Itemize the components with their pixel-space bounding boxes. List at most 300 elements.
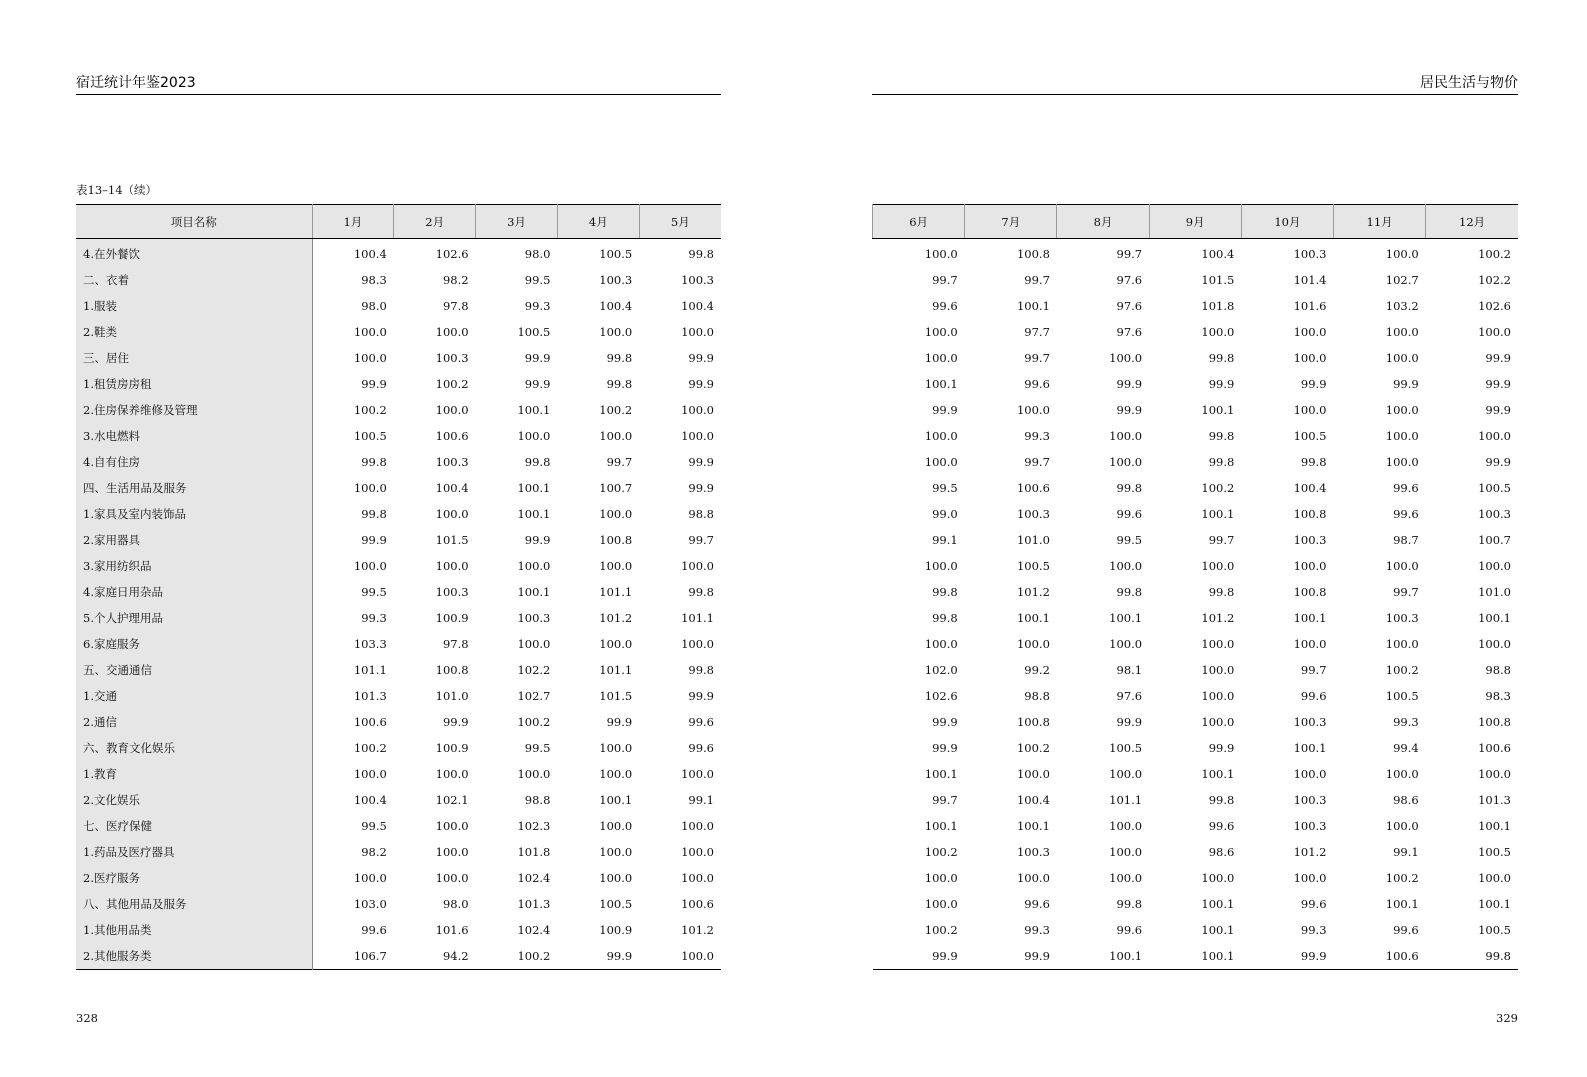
value-cell: 101.2 — [599, 611, 633, 625]
table-row — [873, 501, 1519, 527]
value-cell: 100.5 — [1016, 559, 1050, 573]
column-header-feb: 2月 — [394, 205, 476, 239]
value-cell: 100.6 — [1385, 949, 1419, 963]
table-row — [873, 527, 1519, 553]
value-cell: 100.2 — [353, 741, 387, 755]
value-cell: 100.0 — [1201, 663, 1235, 677]
table-row — [76, 501, 721, 527]
row-label: 5.个人护理用品 — [76, 605, 312, 631]
value-cell: 99.9 — [932, 403, 958, 417]
value-cell: 99.8 — [1485, 949, 1511, 963]
value-cell: 99.3 — [524, 299, 551, 313]
value-cell: 97.6 — [1116, 689, 1143, 703]
row-label: 2.家用器具 — [76, 527, 312, 553]
value-cell: 100.0 — [435, 819, 469, 833]
value-cell: 99.5 — [361, 819, 387, 833]
value-cell: 98.6 — [1393, 793, 1419, 807]
value-cell: 100.2 — [1201, 481, 1235, 495]
value-cell: 99.9 — [688, 481, 714, 495]
value-cell: 100.2 — [517, 715, 551, 729]
value-cell: 99.8 — [1116, 585, 1143, 599]
value-cell: 100.1 — [1478, 819, 1511, 833]
table-row — [76, 735, 721, 761]
value-cell: 99.9 — [442, 715, 469, 729]
value-cell: 100.5 — [599, 247, 633, 261]
left-page — [0, 0, 793, 1077]
value-cell: 100.0 — [599, 767, 633, 781]
value-cell: 97.6 — [1116, 325, 1143, 339]
value-cell: 99.6 — [1116, 507, 1143, 521]
running-head-right: 居民生活与物价 — [872, 72, 1518, 95]
data-table-left — [76, 204, 721, 970]
value-cell: 102.2 — [1478, 273, 1511, 287]
header-row — [873, 205, 1519, 239]
value-cell: 100.0 — [1293, 637, 1327, 651]
value-cell: 100.0 — [435, 845, 469, 859]
table-row — [873, 839, 1519, 865]
value-cell: 100.1 — [1201, 507, 1235, 521]
value-cell: 100.2 — [1016, 741, 1050, 755]
table-row — [76, 239, 721, 268]
value-cell: 98.1 — [1116, 663, 1143, 677]
value-cell: 99.3 — [1300, 923, 1327, 937]
row-label: 1.药品及医疗器具 — [76, 839, 312, 865]
row-label: 1.家具及室内装饰品 — [76, 501, 312, 527]
value-cell: 100.1 — [924, 767, 958, 781]
value-cell: 99.9 — [688, 351, 714, 365]
value-cell: 100.0 — [1109, 429, 1143, 443]
value-cell: 102.0 — [924, 663, 958, 677]
value-cell: 98.8 — [1024, 689, 1050, 703]
value-cell: 100.0 — [1016, 767, 1050, 781]
value-cell: 100.2 — [1385, 663, 1419, 677]
column-header-jul: 7月 — [965, 205, 1057, 239]
row-label: 1.交通 — [76, 683, 312, 709]
value-cell: 100.5 — [353, 429, 387, 443]
value-cell: 100.0 — [517, 559, 551, 573]
value-cell: 101.5 — [599, 689, 633, 703]
value-cell: 99.8 — [606, 351, 633, 365]
value-cell: 99.6 — [688, 715, 714, 729]
column-header-aug: 8月 — [1057, 205, 1149, 239]
value-cell: 100.3 — [1293, 715, 1327, 729]
value-cell: 101.4 — [1293, 273, 1327, 287]
value-cell: 97.6 — [1116, 299, 1143, 313]
value-cell: 100.0 — [1109, 351, 1143, 365]
value-cell: 98.2 — [442, 273, 469, 287]
value-cell: 100.1 — [1478, 611, 1511, 625]
value-cell: 101.6 — [1293, 299, 1327, 313]
value-cell: 99.9 — [932, 949, 958, 963]
value-cell: 102.6 — [1478, 299, 1511, 313]
value-cell: 100.0 — [1385, 819, 1419, 833]
value-cell: 100.0 — [1293, 559, 1327, 573]
value-cell: 100.4 — [681, 299, 714, 313]
value-cell: 98.8 — [1485, 663, 1511, 677]
column-header-jan: 1月 — [312, 205, 394, 239]
value-cell: 100.1 — [1385, 897, 1419, 911]
table-row — [873, 579, 1519, 605]
value-cell: 102.6 — [924, 689, 958, 703]
value-cell: 100.5 — [1478, 481, 1511, 495]
value-cell: 100.0 — [435, 559, 469, 573]
table-row — [873, 319, 1519, 345]
table-row — [873, 943, 1519, 970]
table-row — [76, 917, 721, 943]
row-label: 4.在外餐饮 — [76, 239, 312, 268]
value-cell: 100.0 — [1201, 689, 1235, 703]
value-cell: 100.0 — [353, 767, 387, 781]
value-cell: 99.8 — [1208, 793, 1235, 807]
header-row — [76, 205, 721, 239]
value-cell: 99.9 — [1300, 949, 1327, 963]
value-cell: 100.0 — [681, 325, 714, 339]
table-row — [873, 397, 1519, 423]
value-cell: 99.6 — [361, 923, 387, 937]
row-label: 3.水电燃料 — [76, 423, 312, 449]
value-cell: 101.5 — [1201, 273, 1235, 287]
value-cell: 99.9 — [1116, 403, 1143, 417]
value-cell: 100.3 — [1293, 793, 1327, 807]
value-cell: 100.0 — [1385, 455, 1419, 469]
value-cell: 99.9 — [688, 689, 714, 703]
value-cell: 98.2 — [361, 845, 387, 859]
row-label: 2.医疗服务 — [76, 865, 312, 891]
value-cell: 102.2 — [517, 663, 551, 677]
value-cell: 99.9 — [524, 351, 551, 365]
table-row — [76, 839, 721, 865]
value-cell: 99.7 — [1300, 663, 1327, 677]
value-cell: 100.0 — [1385, 351, 1419, 365]
value-cell: 100.8 — [435, 663, 469, 677]
value-cell: 99.3 — [1024, 923, 1050, 937]
value-cell: 98.6 — [1208, 845, 1235, 859]
value-cell: 99.8 — [932, 611, 958, 625]
value-cell: 100.8 — [1016, 715, 1050, 729]
row-label: 二、衣着 — [76, 267, 312, 293]
row-label: 4.自有住房 — [76, 449, 312, 475]
row-label: 2.通信 — [76, 709, 312, 735]
value-cell: 99.5 — [1116, 533, 1143, 547]
table-row — [76, 761, 721, 787]
value-cell: 99.6 — [1208, 819, 1235, 833]
table-row — [873, 553, 1519, 579]
value-cell: 100.0 — [1016, 403, 1050, 417]
table-row — [873, 449, 1519, 475]
value-cell: 100.0 — [924, 429, 958, 443]
value-cell: 99.9 — [1485, 403, 1511, 417]
value-cell: 100.0 — [1201, 715, 1235, 729]
value-cell: 100.9 — [435, 741, 469, 755]
value-cell: 99.7 — [1393, 585, 1419, 599]
value-cell: 100.1 — [1201, 767, 1235, 781]
value-cell: 100.3 — [1016, 845, 1050, 859]
value-cell: 101.2 — [681, 923, 714, 937]
table-caption: 表13–14（续） — [76, 183, 158, 197]
table-row — [76, 267, 721, 293]
value-cell: 100.3 — [1293, 247, 1327, 261]
value-cell: 99.8 — [361, 455, 387, 469]
value-cell: 100.0 — [1385, 637, 1419, 651]
row-label: 四、生活用品及服务 — [76, 475, 312, 501]
value-cell: 100.0 — [1293, 871, 1327, 885]
value-cell: 100.0 — [1478, 325, 1511, 339]
value-cell: 100.4 — [599, 299, 633, 313]
value-cell: 99.8 — [361, 507, 387, 521]
value-cell: 100.0 — [353, 871, 387, 885]
row-label: 4.家庭日用杂品 — [76, 579, 312, 605]
value-cell: 100.2 — [1478, 247, 1511, 261]
value-cell: 100.0 — [1016, 871, 1050, 885]
value-cell: 99.9 — [1485, 377, 1511, 391]
value-cell: 99.9 — [1485, 351, 1511, 365]
row-label: 五、交通通信 — [76, 657, 312, 683]
table-row — [873, 657, 1519, 683]
value-cell: 100.0 — [1478, 871, 1511, 885]
value-cell: 101.1 — [353, 663, 387, 677]
value-cell: 99.3 — [1393, 715, 1419, 729]
value-cell: 103.3 — [353, 637, 387, 651]
table-row — [873, 475, 1519, 501]
value-cell: 99.6 — [1393, 507, 1419, 521]
table-row — [76, 319, 721, 345]
value-cell: 101.2 — [1016, 585, 1050, 599]
data-table-right — [872, 204, 1518, 970]
value-cell: 99.6 — [932, 299, 958, 313]
value-cell: 100.3 — [435, 351, 469, 365]
value-cell: 100.0 — [924, 637, 958, 651]
table-row — [873, 917, 1519, 943]
value-cell: 99.7 — [1024, 455, 1050, 469]
value-cell: 99.8 — [1116, 481, 1143, 495]
value-cell: 99.9 — [688, 377, 714, 391]
row-label: 2.住房保养维修及管理 — [76, 397, 312, 423]
row-label: 三、居住 — [76, 345, 312, 371]
value-cell: 99.9 — [688, 455, 714, 469]
value-cell: 106.7 — [353, 949, 387, 963]
row-label: 1.服装 — [76, 293, 312, 319]
value-cell: 100.0 — [1109, 845, 1143, 859]
value-cell: 99.9 — [932, 715, 958, 729]
value-cell: 100.0 — [681, 819, 714, 833]
value-cell: 100.0 — [1385, 429, 1419, 443]
value-cell: 100.0 — [1385, 247, 1419, 261]
value-cell: 100.6 — [435, 429, 469, 443]
value-cell: 100.3 — [1478, 507, 1511, 521]
value-cell: 98.3 — [1485, 689, 1511, 703]
table-row — [873, 345, 1519, 371]
value-cell: 99.1 — [1393, 845, 1419, 859]
value-cell: 101.0 — [435, 689, 469, 703]
table-row — [76, 683, 721, 709]
value-cell: 99.9 — [524, 377, 551, 391]
table-row — [76, 943, 721, 970]
column-header-sep: 9月 — [1149, 205, 1241, 239]
page-number-left: 328 — [76, 1011, 98, 1025]
value-cell: 100.2 — [924, 845, 958, 859]
value-cell: 100.3 — [517, 611, 551, 625]
value-cell: 99.8 — [1208, 455, 1235, 469]
table-row — [76, 293, 721, 319]
value-cell: 100.0 — [517, 429, 551, 443]
value-cell: 101.8 — [1201, 299, 1235, 313]
value-cell: 101.3 — [517, 897, 551, 911]
value-cell: 100.0 — [353, 325, 387, 339]
value-cell: 100.0 — [517, 767, 551, 781]
column-header-dec: 12月 — [1426, 205, 1518, 239]
column-header-item-name: 项目名称 — [76, 205, 312, 239]
value-cell: 102.1 — [435, 793, 469, 807]
column-header-apr: 4月 — [557, 205, 639, 239]
value-cell: 100.3 — [599, 273, 633, 287]
value-cell: 100.8 — [599, 533, 633, 547]
value-cell: 99.8 — [1208, 351, 1235, 365]
value-cell: 100.7 — [1478, 533, 1511, 547]
value-cell: 100.1 — [924, 819, 958, 833]
value-cell: 99.6 — [1024, 377, 1050, 391]
value-cell: 100.0 — [1109, 637, 1143, 651]
table-row — [873, 683, 1519, 709]
value-cell: 100.0 — [681, 949, 714, 963]
value-cell: 102.3 — [517, 819, 551, 833]
value-cell: 99.8 — [932, 585, 958, 599]
value-cell: 100.0 — [924, 871, 958, 885]
value-cell: 98.0 — [524, 247, 551, 261]
value-cell: 100.1 — [1201, 403, 1235, 417]
value-cell: 100.0 — [435, 767, 469, 781]
value-cell: 102.6 — [435, 247, 469, 261]
value-cell: 100.1 — [517, 403, 551, 417]
value-cell: 98.7 — [1393, 533, 1419, 547]
table-row — [76, 345, 721, 371]
value-cell: 100.0 — [1109, 559, 1143, 573]
value-cell: 98.3 — [361, 273, 387, 287]
value-cell: 100.9 — [599, 923, 633, 937]
value-cell: 99.7 — [932, 793, 958, 807]
value-cell: 100.0 — [1293, 403, 1327, 417]
value-cell: 100.7 — [599, 481, 633, 495]
value-cell: 99.6 — [1116, 923, 1143, 937]
table-row — [76, 709, 721, 735]
value-cell: 99.2 — [1024, 663, 1050, 677]
value-cell: 100.0 — [353, 351, 387, 365]
row-label: 2.文化娱乐 — [76, 787, 312, 813]
table-row — [873, 293, 1519, 319]
row-label: 六、教育文化娱乐 — [76, 735, 312, 761]
value-cell: 99.8 — [524, 455, 551, 469]
value-cell: 100.8 — [1293, 507, 1327, 521]
value-cell: 100.5 — [1293, 429, 1327, 443]
row-label: 七、医疗保健 — [76, 813, 312, 839]
value-cell: 100.0 — [599, 741, 633, 755]
value-cell: 100.0 — [681, 767, 714, 781]
value-cell: 99.7 — [1024, 273, 1050, 287]
table-row — [873, 605, 1519, 631]
value-cell: 99.1 — [932, 533, 958, 547]
page-number-right: 329 — [1496, 1011, 1518, 1025]
value-cell: 99.8 — [1300, 455, 1327, 469]
value-cell: 100.4 — [353, 247, 387, 261]
value-cell: 100.0 — [435, 325, 469, 339]
value-cell: 99.9 — [1300, 377, 1327, 391]
table-row — [76, 891, 721, 917]
value-cell: 100.0 — [599, 845, 633, 859]
value-cell: 100.1 — [1478, 897, 1511, 911]
row-label: 八、其他用品及服务 — [76, 891, 312, 917]
value-cell: 100.0 — [1385, 559, 1419, 573]
value-cell: 100.0 — [681, 637, 714, 651]
value-cell: 100.0 — [599, 559, 633, 573]
table-row — [873, 371, 1519, 397]
value-cell: 100.0 — [435, 403, 469, 417]
value-cell: 100.3 — [1293, 819, 1327, 833]
value-cell: 102.7 — [1385, 273, 1419, 287]
value-cell: 100.0 — [599, 429, 633, 443]
table-row — [76, 787, 721, 813]
table-row — [873, 267, 1519, 293]
value-cell: 99.7 — [932, 273, 958, 287]
value-cell: 100.0 — [1201, 559, 1235, 573]
value-cell: 100.1 — [1293, 611, 1327, 625]
value-cell: 99.1 — [688, 793, 714, 807]
column-header-nov: 11月 — [1334, 205, 1426, 239]
value-cell: 100.0 — [681, 845, 714, 859]
value-cell: 100.5 — [1109, 741, 1143, 755]
value-cell: 100.0 — [1293, 767, 1327, 781]
value-cell: 100.0 — [681, 403, 714, 417]
table-row — [873, 761, 1519, 787]
value-cell: 101.3 — [1478, 793, 1511, 807]
value-cell: 99.8 — [688, 247, 714, 261]
row-label: 2.鞋类 — [76, 319, 312, 345]
table-row — [76, 423, 721, 449]
table-row — [873, 239, 1519, 268]
row-label: 2.其他服务类 — [76, 943, 312, 970]
value-cell: 97.7 — [1024, 325, 1050, 339]
value-cell: 100.0 — [1201, 637, 1235, 651]
value-cell: 99.7 — [606, 455, 633, 469]
value-cell: 100.1 — [1109, 949, 1143, 963]
value-cell: 98.8 — [524, 793, 551, 807]
value-cell: 100.2 — [1385, 871, 1419, 885]
value-cell: 102.7 — [517, 689, 551, 703]
value-cell: 100.6 — [1016, 481, 1050, 495]
value-cell: 99.7 — [1116, 247, 1143, 261]
value-cell: 98.0 — [442, 897, 469, 911]
value-cell: 101.0 — [1016, 533, 1050, 547]
value-cell: 100.0 — [599, 871, 633, 885]
value-cell: 100.0 — [353, 481, 387, 495]
value-cell: 100.4 — [1293, 481, 1327, 495]
value-cell: 99.4 — [1393, 741, 1419, 755]
value-cell: 100.0 — [924, 325, 958, 339]
value-cell: 100.6 — [353, 715, 387, 729]
table-row — [76, 527, 721, 553]
value-cell: 100.5 — [1385, 689, 1419, 703]
value-cell: 103.2 — [1385, 299, 1419, 313]
value-cell: 99.8 — [688, 663, 714, 677]
table-row — [873, 891, 1519, 917]
value-cell: 101.1 — [599, 585, 633, 599]
value-cell: 101.8 — [517, 845, 551, 859]
value-cell: 100.1 — [1201, 897, 1235, 911]
value-cell: 99.8 — [688, 585, 714, 599]
value-cell: 100.3 — [681, 273, 714, 287]
value-cell: 101.1 — [599, 663, 633, 677]
value-cell: 99.6 — [1393, 481, 1419, 495]
table-row — [873, 631, 1519, 657]
table-row — [76, 579, 721, 605]
